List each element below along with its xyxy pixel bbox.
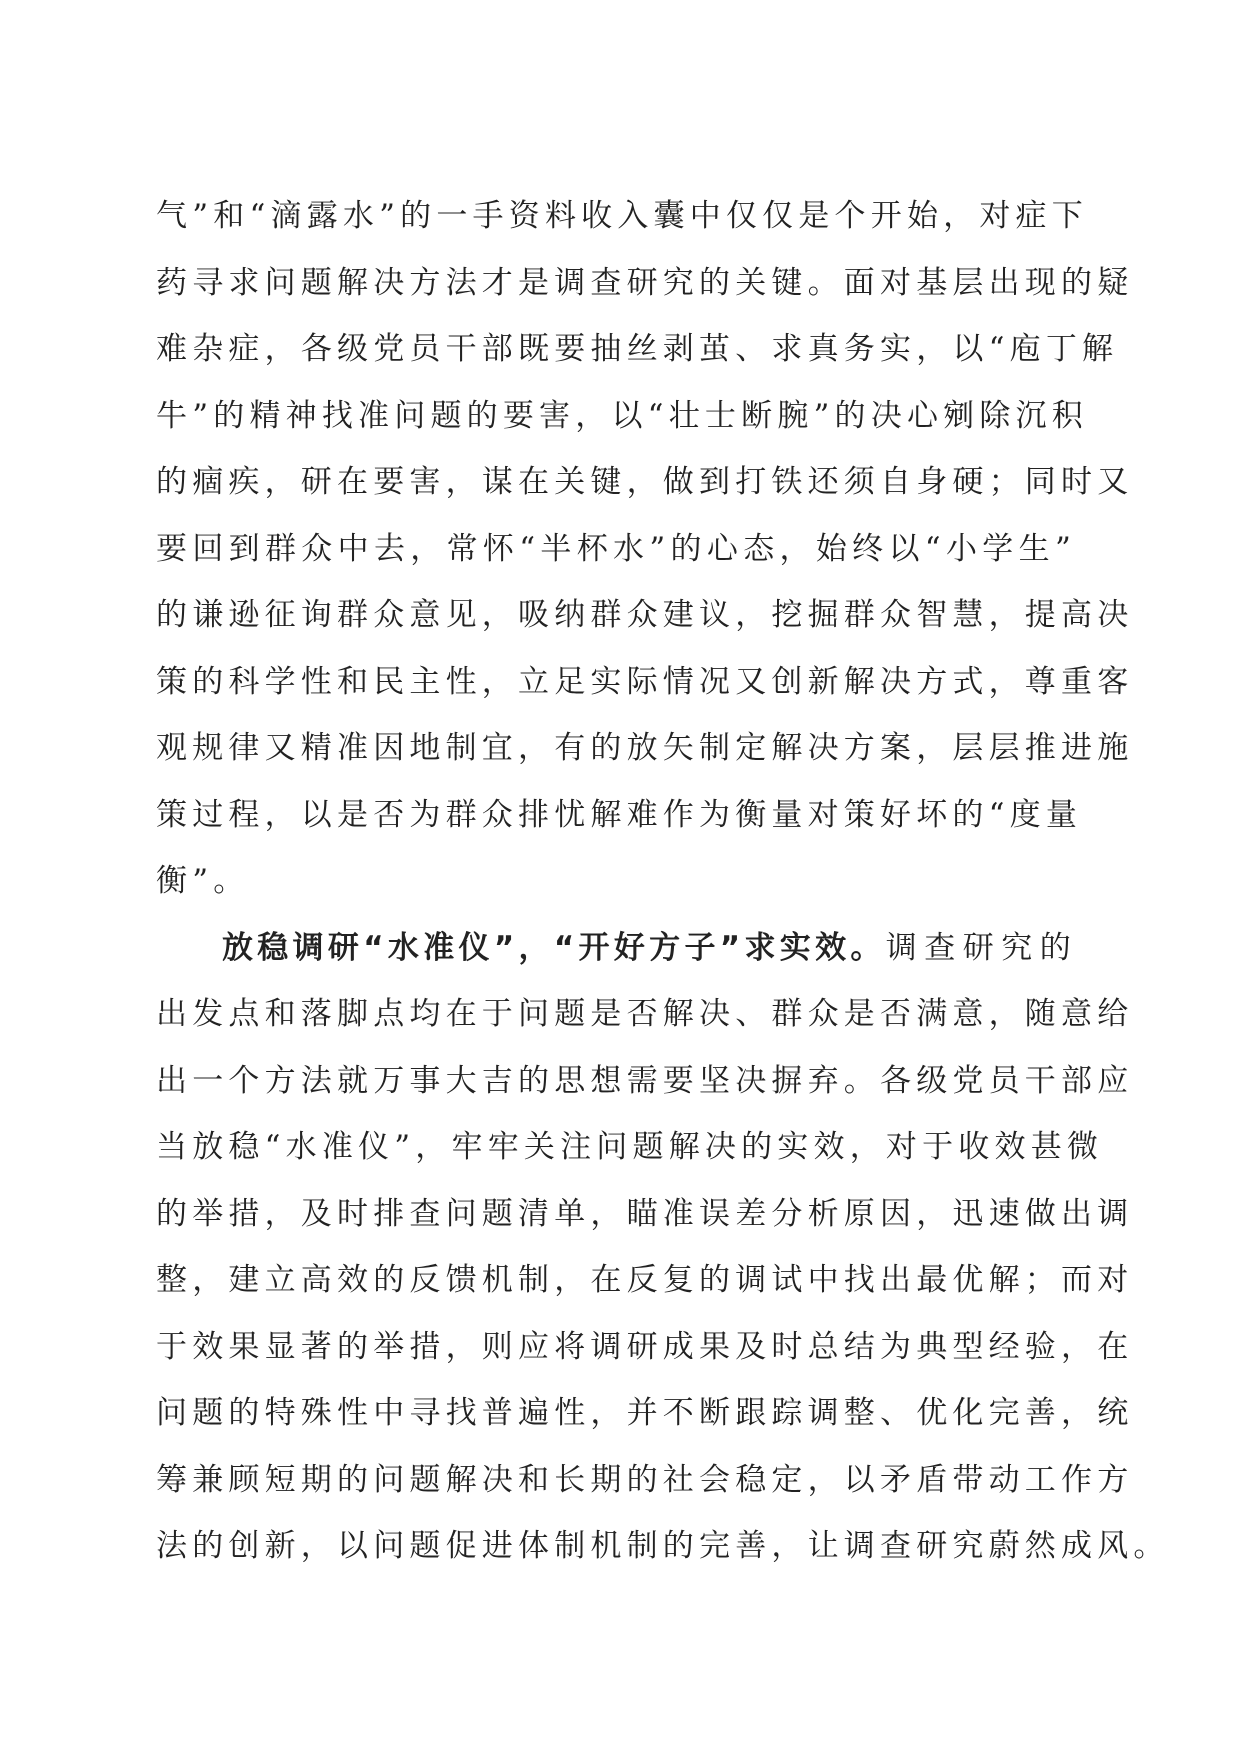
text-line: 衡”。 [156, 863, 250, 899]
heading-line-text: 调查研究的 [885, 929, 1076, 966]
paragraph-heading: 放稳调研“水准仪”，“开好方子”求实效。 [222, 929, 886, 966]
text-line: 观规律又精准因地制宜，有的放矢制定解决方案，层层推进施 [156, 730, 1134, 766]
text-line: 筹兼顾短期的问题解决和长期的社会稳定，以矛盾带动工作方 [156, 1461, 1134, 1498]
text-line: 牛”的精神找准问题的要害，以“壮士断腕”的决心剜除沉积 [156, 397, 1088, 434]
text-line: 当放稳“水准仪”，牢牢关注问题解决的实效，对于收效甚微 [156, 1129, 1104, 1165]
text-line: 的举措，及时排查问题清单，瞄准误差分析原因，迅速做出调 [156, 1195, 1134, 1232]
text-line: 法的创新，以问题促进体制机制的完善，让调查研究蔚然成风。 [156, 1528, 1170, 1564]
text-line: 药寻求问题解决方法才是调查研究的关键。面对基层出现的疑 [156, 264, 1134, 301]
paragraph-2-first-line [156, 915, 1076, 982]
text-line: 出发点和落脚点均在于问题是否解决、群众是否满意，随意给 [156, 996, 1134, 1032]
text-line: 要回到群众中去，常怀“半杯水”的心态，始终以“小学生” [156, 530, 1076, 567]
text-line: 难杂症，各级党员干部既要抽丝剥茧、求真务实，以“庖丁解 [156, 331, 1119, 367]
text-line: 于效果显著的举措，则应将调研成果及时总结为典型经验，在 [156, 1328, 1134, 1365]
text-line: 整，建立高效的反馈机制，在反复的调试中找出最优解；而对 [156, 1262, 1134, 1298]
text-line: 气”和“滴露水”的一手资料收入囊中仅仅是个开始，对症下 [156, 198, 1088, 234]
paragraph-2 [156, 915, 1170, 1580]
paragraph-1 [156, 183, 1134, 915]
document-body [156, 183, 1170, 1580]
text-line: 的痼疾，研在要害，谋在关键，做到打铁还须自身硬；同时又 [156, 464, 1134, 500]
text-line: 策的科学性和民主性，立足实际情况又创新解决方式，尊重客 [156, 663, 1134, 700]
text-line: 问题的特殊性中寻找普遍性，并不断跟踪调整、优化完善，统 [156, 1395, 1134, 1431]
text-line: 的谦逊征询群众意见，吸纳群众建议，挖掘群众智慧，提高决 [156, 597, 1134, 633]
text-line: 策过程，以是否为群众排忧解难作为衡量对策好坏的“度量 [156, 796, 1083, 833]
text-line: 出一个方法就万事大吉的思想需要坚决摒弃。各级党员干部应 [156, 1062, 1134, 1099]
